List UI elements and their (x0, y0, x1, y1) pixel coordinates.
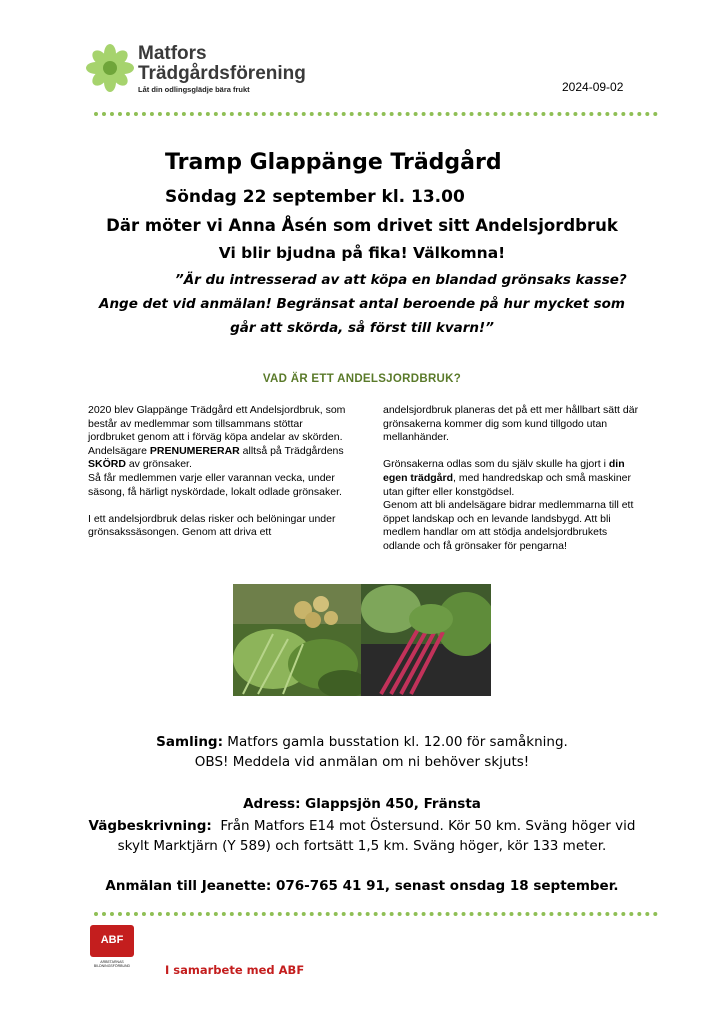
document-date: 2024-09-02 (562, 80, 624, 94)
text-span: alltså på Trädgårdens (239, 444, 344, 457)
partner-text: I samarbete med ABF (165, 963, 305, 977)
emphasis-own-garden: din egen trädgård (383, 458, 625, 484)
event-fika-line: Vi blir bjudna på fika! Välkomna! (218, 244, 506, 262)
abf-sub-1: ARBETARNAS (100, 960, 124, 964)
article-right-p1: andelsjordbruk planeras det på ett mer hållbart sätt där grönsakerna kommer dig som kund tillgodo utan mellanhänder. (383, 404, 639, 444)
article-left-p4: I ett andelsjordbruk delas risker och belöningar under grönsakssäsongen. Genom att driva ett (88, 512, 336, 539)
article-right-p3: Genom att bli andelsägare bidrar medlemmarna till ett öppet landskap och en levande landsbygd. Att bli medlem handlar om att stödja andelsjordbrukets odlande och få grönsaker för pengarna! (383, 499, 634, 552)
paragraph-gap (88, 499, 350, 513)
transport-note: OBS! Meddela vid anmälan om ni behöver skjuts! (194, 754, 530, 770)
directions-line-1 (0, 818, 724, 834)
article-left-p2 (88, 445, 350, 472)
vegetables-photo-left (233, 584, 361, 696)
meeting-point-line (0, 734, 724, 750)
event-datetime: Söndag 22 september kl. 13.00 (165, 187, 465, 207)
text-span: , med handredskap och små maskiner utan gifter eller konstgödsel. (383, 471, 632, 498)
abf-logo-mark (90, 925, 134, 957)
quote-line-3: går att skörda, så först till kvarn!” (230, 320, 494, 336)
event-title: Tramp Glappänge Trädgård (165, 150, 502, 175)
article-right-column (383, 404, 643, 554)
article-right-p2 (383, 458, 643, 499)
flower-logo-icon (86, 44, 134, 92)
vegetables-photo-right (361, 584, 491, 696)
abf-sub-2: BILDNINGSFÖRBUND (93, 964, 131, 968)
org-name-line2: Trädgårdsförening (138, 63, 306, 84)
meeting-point-text: Matfors gamla busstation kl. 12.00 för samåkning. (223, 734, 568, 750)
article-left-p3: Så får medlemmen varje eller varannan vecka, under säsong, få härligt nyskördade, lokalt odlade grönsaker. (88, 471, 342, 498)
text-span: Andelsägare (88, 444, 150, 457)
text-span: av grönsaker. (125, 458, 192, 471)
org-logo (86, 44, 134, 92)
text-span: Grönsakerna odlas som du själv skulle ha gjort i (383, 458, 609, 471)
quote-line-2: Ange det vid anmälan! Begränsat antal beroende på hur mycket som (99, 296, 625, 312)
footer-divider (94, 912, 658, 916)
article-left-column (88, 404, 350, 540)
abf-logo (88, 925, 136, 968)
article-left-p1: 2020 blev Glappänge Trädgård ett Andelsjordbruk, som består av medlemmar som tillsammans stöttar jordbruket genom att i förväg köpa andelar av skörden. (88, 404, 346, 444)
event-host-line: Där möter vi Anna Åsén som drivet sitt Andelsjordbruk (106, 216, 618, 235)
signup-line: Anmälan till Jeanette: 076-765 41 91, senast onsdag 18 september. (105, 878, 619, 894)
paragraph-gap (383, 445, 643, 459)
quote-line-1: ”Är du intresserad av att köpa en blandad grönsaks kasse? (175, 272, 627, 288)
emphasis-subscribe: PRENUMERERAR (149, 444, 240, 457)
org-name-line1: Matfors (138, 43, 207, 64)
address-line: Adress: Glappsjön 450, Fränsta (243, 796, 481, 812)
directions-label: Vägbeskrivning: (88, 818, 212, 834)
abf-logo-text: ABF (100, 934, 124, 946)
org-tagline: Låt din odlingsglädje bära frukt (138, 85, 250, 94)
directions-line-2: skylt Marktjärn (Y 589) och fortsätt 1,5 km. Sväng höger, kör 133 meter. (117, 838, 607, 854)
meeting-point-label: Samling: (156, 734, 223, 750)
emphasis-harvest: SKÖRD (88, 458, 126, 471)
article-heading: VAD ÄR ETT ANDELSJORDBRUK? (262, 373, 462, 385)
directions-text: Från Matfors E14 mot Östersund. Kör 50 km. Sväng höger vid (211, 818, 636, 834)
header-divider (94, 112, 658, 116)
